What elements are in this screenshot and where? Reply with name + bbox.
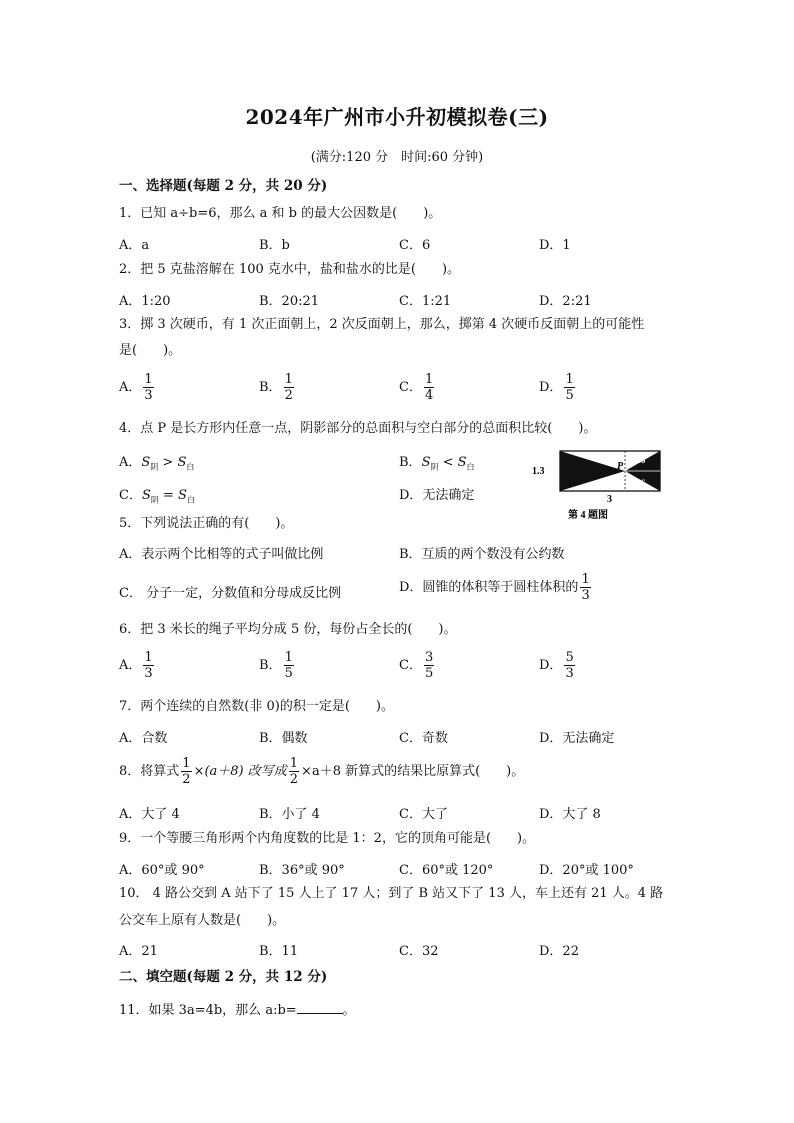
- fraction: $\frac{1}{2}$: [182, 756, 191, 787]
- q1-option-a: A．a: [119, 238, 150, 253]
- q6-option-b: B． $\frac{1}{5}$: [259, 650, 293, 681]
- answer-blank: [297, 1002, 343, 1014]
- section-heading-choice: 一、选择题(每题 2 分，共 20 分): [119, 178, 328, 194]
- q7-option-b: B．偶数: [259, 731, 308, 746]
- q3-option-c: C． $\frac{1}{4}$: [399, 372, 434, 403]
- q2-option-c: C．1:21: [399, 294, 452, 309]
- q1-option-c: C．6: [399, 238, 431, 253]
- fraction: $\frac{1}{3}$: [144, 372, 153, 403]
- fraction: $\frac{3}{5}$: [424, 650, 434, 681]
- q9-option-b: B．36°或 90°: [259, 863, 345, 878]
- q1-option-d: D．1: [539, 238, 571, 253]
- q8-option-b: B．小了 4: [259, 807, 320, 822]
- label-top-segment: 0.6: [634, 455, 646, 465]
- q6-option-c: C． $\frac{3}{5}$: [399, 650, 434, 681]
- label-point-p: P: [617, 461, 624, 472]
- question-4-stem: 4．点 P 是长方形内任意一点，阴影部分的总面积与空白部分的总面积比较( )。: [119, 421, 597, 436]
- q7-option-c: C．奇数: [399, 731, 448, 746]
- question-9-stem: 9．一个等腰三角形两个内角度数的比是 1：2，它的顶角可能是( )。: [119, 831, 536, 846]
- q9-option-d: D．20°或 100°: [539, 863, 634, 878]
- q4-option-b: B．$S_阴 < S_白$: [399, 455, 475, 472]
- question-3-stem-line2: 是( )。: [119, 343, 182, 358]
- q4-option-d: D．无法确定: [399, 488, 475, 503]
- q5-option-b: B．互质的两个数没有公约数: [399, 547, 565, 562]
- q6-option-d: D． $\frac{5}{3}$: [539, 650, 574, 681]
- q7-option-d: D．无法确定: [539, 731, 615, 746]
- q4-option-a: A．$S_阴 > S_白$: [119, 455, 195, 472]
- section-heading-fill: 二、填空题(每题 2 分，共 12 分): [119, 969, 328, 985]
- question-2-stem: 2．把 5 克盐溶解在 100 克水中，盐和盐水的比是( )。: [119, 262, 461, 277]
- fraction: $\frac{1}{5}$: [565, 372, 574, 403]
- q10-option-d: D．22: [539, 944, 579, 959]
- q10-option-c: C．32: [399, 944, 439, 959]
- q8-option-c: C．大了: [399, 807, 448, 822]
- q1-option-b: B．b: [259, 238, 290, 253]
- fraction: $\frac{1}{2}$: [284, 372, 293, 403]
- label-width: 3: [607, 494, 612, 505]
- question-10-stem-line1: 10． 4 路公交到 A 站下了 15 人上了 17 人；到了 B 站又下了 13 人，车上还有 21 人。4 路: [119, 886, 664, 901]
- q4-rectangle-figure: [530, 445, 670, 525]
- page-subtitle: (满分:120 分 时间:60 分钟): [310, 150, 484, 165]
- question-5-stem: 5．下列说法正确的有( )。: [119, 516, 294, 531]
- q3-option-b: B． $\frac{1}{2}$: [259, 372, 293, 403]
- q5-option-d: D．圆锥的体积等于圆柱体积的 $\frac{1}{3}$: [399, 572, 590, 603]
- q5-option-a: A．表示两个比相等的式子叫做比例: [119, 547, 324, 562]
- fraction: $\frac{1}{4}$: [424, 372, 434, 403]
- question-8-stem: 8．将算式 $\frac{1}{2}$ ×(a＋8) 改写成 $\frac{1}{2}$ ×a＋8 新算式的结果比原算式( )。: [119, 756, 525, 787]
- question-11-stem: 11．如果 3a=4b，那么 a:b= 。: [119, 1003, 356, 1018]
- q4-option-c: C．$S_阴 = S_白$: [119, 488, 195, 505]
- fraction: $\frac{1}{2}$: [289, 756, 299, 787]
- q3-option-a: A． $\frac{1}{3}$: [119, 372, 153, 403]
- fraction: $\frac{1}{5}$: [284, 650, 293, 681]
- q9-option-c: C．60°或 120°: [399, 863, 494, 878]
- q2-option-b: B．20:21: [259, 294, 320, 309]
- q5-option-c: C． 分子一定，分数值和分母成反比例: [119, 586, 342, 601]
- question-10-stem-line2: 公交车上原有人数是( )。: [119, 913, 286, 928]
- fraction: $\frac{1}{3}$: [581, 572, 590, 603]
- q3-option-d: D． $\frac{1}{5}$: [539, 372, 574, 403]
- q10-option-b: B．11: [259, 944, 299, 959]
- q7-option-a: A．合数: [119, 731, 168, 746]
- q6-option-a: A． $\frac{1}{3}$: [119, 650, 153, 681]
- page-title: 2024年广州市小升初模拟卷(三): [245, 105, 549, 129]
- fraction: $\frac{1}{3}$: [144, 650, 153, 681]
- label-bottom-segment: 0.6: [634, 478, 646, 488]
- q10-option-a: A．21: [119, 944, 158, 959]
- q8-option-a: A．大了 4: [119, 807, 180, 822]
- question-7-stem: 7．两个连续的自然数(非 0)的积一定是( )。: [119, 699, 394, 714]
- question-3-stem-line1: 3．掷 3 次硬币，有 1 次正面朝上，2 次反面朝上，那么，掷第 4 次硬币反面朝上的可能性: [119, 317, 645, 332]
- question-6-stem: 6．把 3 米长的绳子平均分成 5 份，每份占全长的( )。: [119, 622, 457, 637]
- fraction: $\frac{5}{3}$: [565, 650, 574, 681]
- figure-caption: 第 4 题图: [568, 510, 608, 521]
- q8-option-d: D．大了 8: [539, 807, 601, 822]
- question-1-stem: 1．已知 a÷b=6，那么 a 和 b 的最大公因数是( )。: [119, 206, 442, 221]
- label-height: 1.3: [532, 466, 545, 477]
- q9-option-a: A．60°或 90°: [119, 863, 205, 878]
- q2-option-a: A．1:20: [119, 294, 171, 309]
- q2-option-d: D．2:21: [539, 294, 592, 309]
